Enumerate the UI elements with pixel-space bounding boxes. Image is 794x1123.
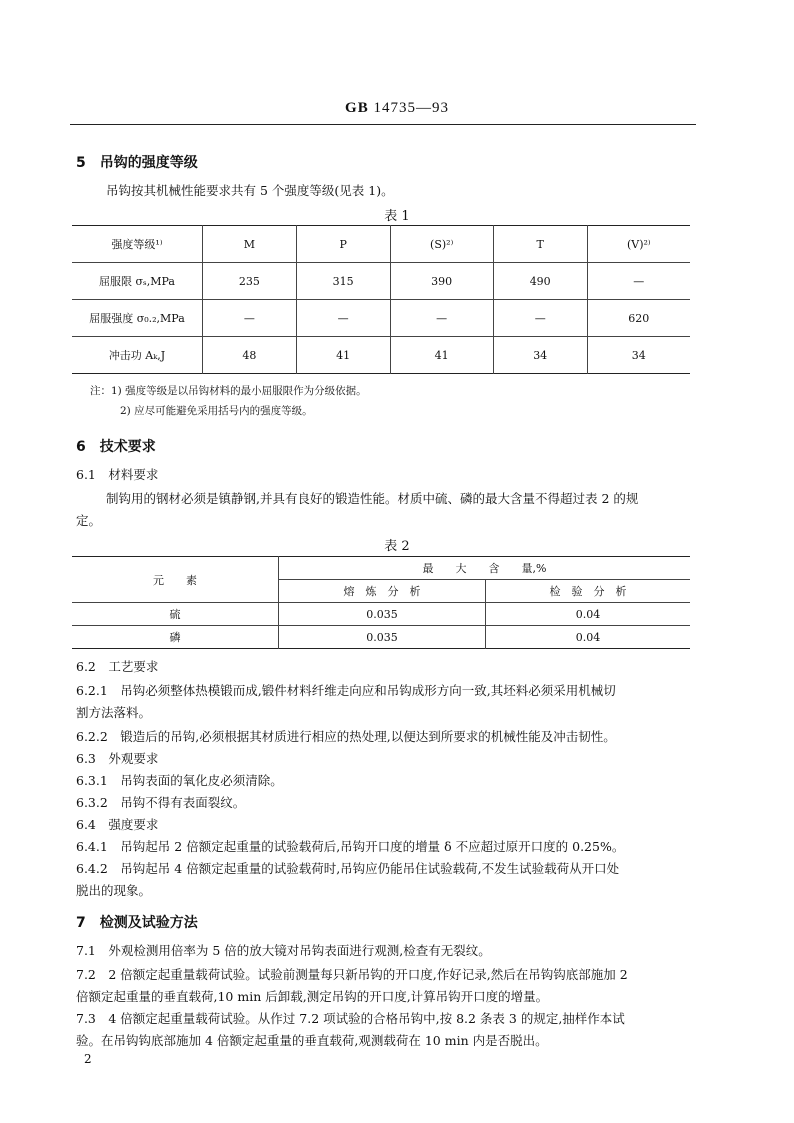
table-row bbox=[72, 557, 690, 580]
page-number: 2 bbox=[84, 1052, 92, 1066]
section-6-3-2-text: 6.3.2 吊钩不得有表面裂纹。 bbox=[76, 795, 246, 810]
table-cell: — bbox=[203, 300, 297, 337]
table-cell: 0.04 bbox=[486, 603, 691, 626]
section-6-1-text: 制钩用的钢材必须是镇静钢,并具有良好的锻造性能。材质中硫、磷的最大含量不得超过表 2 的规 bbox=[106, 491, 639, 506]
table-row bbox=[72, 337, 690, 374]
table-1-caption: 表 1 bbox=[384, 209, 410, 224]
header-divider bbox=[70, 124, 696, 125]
section-7-2-text: 7.2 2 倍额定起重量载荷试验。试验前测量每只新吊钩的开口度,作好记录,然后在吊钩钩底部施加 2 bbox=[76, 967, 628, 982]
header-code: GB bbox=[345, 100, 369, 116]
table-1-note-1: 注：1) 强度等级是以吊钩材料的最小屈服限作为分级依据。 bbox=[90, 385, 367, 397]
section-6-1-text-cont: 定。 bbox=[76, 513, 102, 528]
section-6-2-1-text-cont: 割方法落料。 bbox=[76, 705, 152, 720]
section-6-2-title: 6.2 工艺要求 bbox=[76, 659, 159, 674]
table-header-element: 元 素 bbox=[72, 557, 279, 603]
section-6-2-2-text: 6.2.2 锻造后的吊钩,必须根据其材质进行相应的热处理,以便达到所要求的机械性能及冲击韧性。 bbox=[76, 729, 616, 744]
table-cell: 0.035 bbox=[279, 603, 486, 626]
table-cell: 强度等级¹⁾ bbox=[72, 226, 203, 263]
table-cell: 屈服强度 σ₀.₂,MPa bbox=[72, 300, 203, 337]
table-cell: 冲击功 Aₖ,J bbox=[72, 337, 203, 374]
table-cell: 41 bbox=[390, 337, 493, 374]
table-cell: 41 bbox=[296, 337, 390, 374]
section-6-2-1-text: 6.2.1 吊钩必须整体热模锻而成,锻件材料纤维走向应和吊钩成形方向一致,其坯料必须采用机械切 bbox=[76, 683, 616, 698]
table-cell: 315 bbox=[296, 263, 390, 300]
table-cell: 34 bbox=[631, 348, 646, 362]
table-cell: P bbox=[296, 226, 390, 263]
table-1 bbox=[72, 225, 690, 374]
table-cell: (S)²⁾ bbox=[390, 226, 493, 263]
header-number: 14735—93 bbox=[373, 100, 449, 116]
table-cell: 硫 bbox=[72, 603, 279, 626]
section-6-4-2-text-cont: 脱出的现象。 bbox=[76, 883, 152, 898]
table-cell: (V)²⁾ bbox=[587, 226, 690, 263]
table-cell: T bbox=[493, 226, 587, 263]
table-cell: 磷 bbox=[72, 626, 279, 649]
table-header-inspect: 检 验 分 析 bbox=[486, 580, 691, 603]
table-cell: 235 bbox=[203, 263, 297, 300]
table-2 bbox=[72, 556, 690, 649]
table-row bbox=[72, 603, 690, 626]
section-7-1-text: 7.1 外观检测用倍率为 5 倍的放大镜对吊钩表面进行观测,检查有无裂纹。 bbox=[76, 943, 491, 958]
section-6-4-1-text: 6.4.1 吊钩起吊 2 倍额定起重量的试验载荷后,吊钩开口度的增量 δ 不应超过原开口度的 0.25%。 bbox=[76, 839, 625, 854]
table-row bbox=[72, 300, 690, 337]
section-7-2-text-cont: 倍额定起重量的垂直载荷,10 min 后卸载,测定吊钩的开口度,计算吊钩开口度的增量。 bbox=[76, 989, 549, 1004]
table-cell: — bbox=[587, 263, 690, 300]
section-6-title: 6 技术要求 bbox=[76, 439, 156, 455]
table-cell: 48 bbox=[203, 337, 297, 374]
table-header-smelt: 熔 炼 分 析 bbox=[279, 580, 486, 603]
table-cell: 0.04 bbox=[575, 630, 601, 644]
section-7-3-text-cont: 验。在吊钩钩底部施加 4 倍额定起重量的垂直载荷,观测载荷在 10 min 内是否脱出。 bbox=[76, 1033, 548, 1048]
section-6-3-1-text: 6.3.1 吊钩表面的氧化皮必须清除。 bbox=[76, 773, 283, 788]
section-6-3-title: 6.3 外观要求 bbox=[76, 751, 159, 766]
table-cell: 490 bbox=[493, 263, 587, 300]
table-cell: — bbox=[296, 300, 390, 337]
table-1-note-2: 2) 应尽可能避免采用括号内的强度等级。 bbox=[120, 405, 313, 417]
table-cell: — bbox=[493, 300, 587, 337]
section-6-4-2-text: 6.4.2 吊钩起吊 4 倍额定起重量的试验载荷时,吊钩应仍能吊住试验载荷,不发生试验载荷从开口处 bbox=[76, 861, 620, 876]
table-cell: 0.035 bbox=[279, 626, 486, 649]
section-7-title: 7 检测及试验方法 bbox=[76, 915, 198, 931]
table-header-max-content: 最 大 含 量,% bbox=[279, 557, 691, 580]
page-header bbox=[0, 100, 794, 117]
table-row bbox=[72, 626, 690, 649]
table-cell: M bbox=[203, 226, 297, 263]
table-cell: 34 bbox=[493, 337, 587, 374]
table-row bbox=[72, 263, 690, 300]
section-5-title: 5 吊钩的强度等级 bbox=[76, 155, 198, 171]
section-5-intro: 吊钩按其机械性能要求共有 5 个强度等级(见表 1)。 bbox=[106, 183, 394, 198]
section-6-4-title: 6.4 强度要求 bbox=[76, 817, 159, 832]
table-row bbox=[72, 226, 690, 263]
table-cell: 620 bbox=[587, 300, 690, 337]
section-6-1-title: 6.1 材料要求 bbox=[76, 467, 159, 482]
table-cell: 390 bbox=[390, 263, 493, 300]
table-2-caption: 表 2 bbox=[384, 539, 410, 554]
table-cell: — bbox=[390, 300, 493, 337]
table-cell: 屈服限 σₛ,MPa bbox=[72, 263, 203, 300]
section-7-3-text: 7.3 4 倍额定起重量载荷试验。从作过 7.2 项试验的合格吊钩中,按 8.2 条表 3 的规定,抽样作本试 bbox=[76, 1011, 625, 1026]
